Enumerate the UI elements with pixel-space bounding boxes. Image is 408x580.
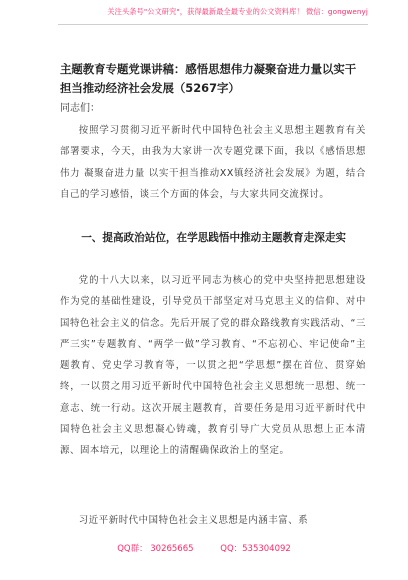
header-banner: 关注头条号"公文研究"，获得最新最全最专业的公文资料库！ 微信：gongwenyj	[107, 7, 368, 16]
document-title: 主题教育专题党课讲稿：感悟思想伟力凝聚奋进力量以实干担当推动经济社会发展（5267字）	[60, 62, 357, 95]
body-paragraph-2: 习近平新时代中国特色社会主义思想是内涵丰富、系	[78, 515, 309, 526]
footer-qq-group: QQ群： 30265665	[117, 544, 194, 554]
footer-contact	[0, 542, 408, 554]
header-divider	[58, 24, 368, 25]
greeting: 同志们：	[60, 103, 100, 114]
footer-qq: QQ：535304092	[220, 544, 291, 554]
intro-paragraph: 按照学习贯彻习近平新时代中国特色社会主义思想主题教育有关部署要求，今天，由我为大家讲一次专题党课下面，我以《感悟思想伟力 凝聚奋进力量 以实干担当推动XX镇经济社会发展》为题，结合自己的学习感悟，谈三个方面的体会，与大家共同交流探讨。	[60, 125, 366, 200]
body-paragraph-1: 党的十八大以来，以习近平同志为核心的党中央坚持把思想建设作为党的基础性建设，引导党员干部坚定对马克思主义的信仰、对中国特色社会主义的信念。先后开展了党的群众路线教育实践活动、“三严三实”专题教育、“两学一做”学习教育、“不忘初心、牢记使命”主题教育、党史学习教育等，一以贯之把“学思想”摆在首位、贯穿始终，一以贯之用习近平新时代中国特色社会主义思想统一思想、统一意志、统一行动。这次开展主题教育，首要任务是用习近平新时代中国特色社会主义思想凝心铸魂，教育引导广大党员从思想上正本清源、固本培元，以理论上的清醒确保政治上的坚定。	[60, 275, 366, 457]
section-heading-1: 一、提高政治站位，在学思践悟中推动主题教育走深走实	[81, 232, 347, 244]
